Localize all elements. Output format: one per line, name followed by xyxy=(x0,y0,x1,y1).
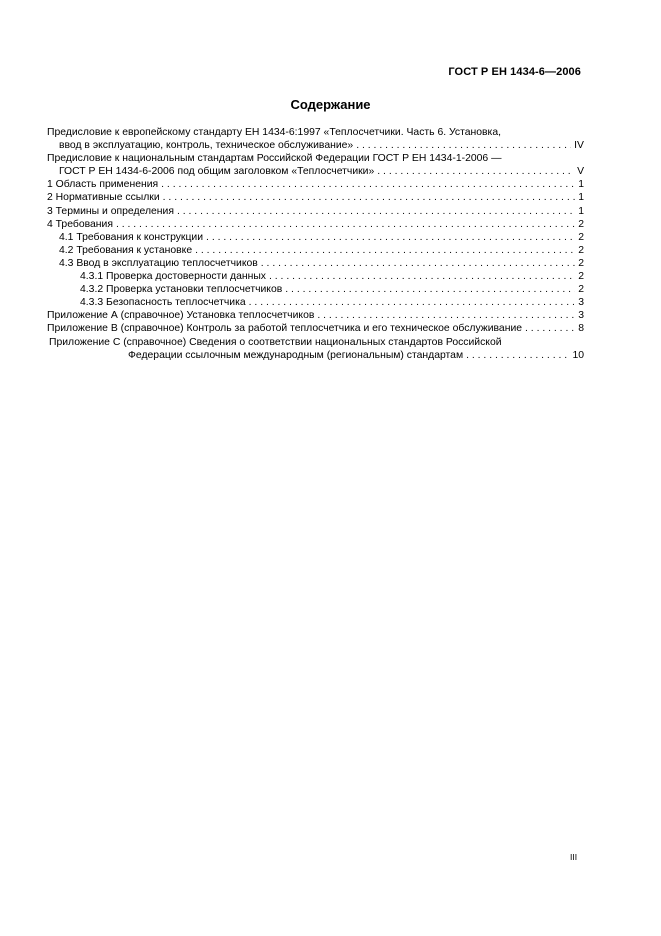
toc-entry-foreword-eu[interactable] xyxy=(47,126,584,139)
leader-dots xyxy=(206,231,575,244)
toc-page-number: 2 xyxy=(578,218,584,230)
toc-page-number: 2 xyxy=(578,244,584,256)
toc-entry-section-4-3-1[interactable] xyxy=(47,270,584,283)
toc-page-number: 3 xyxy=(578,297,584,309)
toc-entry-text: 4.3.2 Проверка установки теплосчетчиков xyxy=(80,284,283,296)
leader-dots xyxy=(163,191,576,204)
leader-dots xyxy=(195,244,575,257)
toc-page-number: 2 xyxy=(578,284,584,296)
toc-page-number: 1 xyxy=(578,179,584,191)
leader-dots xyxy=(466,349,569,362)
toc-entry-text: 3 Термины и определения xyxy=(47,205,174,217)
toc-entry-foreword-ru-cont[interactable] xyxy=(47,165,584,178)
toc-entry-appendix-c[interactable] xyxy=(47,336,584,349)
table-of-contents xyxy=(47,126,584,362)
leader-dots xyxy=(525,322,575,335)
toc-entry-text: 2 Нормативные ссылки xyxy=(47,192,160,204)
leader-dots xyxy=(317,309,575,322)
toc-page-number: 2 xyxy=(578,271,584,283)
toc-entry-section-4-3[interactable] xyxy=(47,257,584,270)
toc-entry-section-4-2[interactable] xyxy=(47,244,584,257)
leader-dots xyxy=(116,218,575,231)
toc-entry-text: Предисловие к национальным стандартам Российской Федерации ГОСТ Р ЕН 1434-1-2006 — xyxy=(47,153,502,165)
toc-page-number: 8 xyxy=(578,323,584,335)
toc-page-number: V xyxy=(577,166,584,178)
toc-page-number: IV xyxy=(574,140,584,152)
toc-entry-section-4-3-3[interactable] xyxy=(47,296,584,309)
toc-entry-text: ввод в эксплуатацию, контроль, техническое обслуживание» xyxy=(59,140,354,152)
leader-dots xyxy=(356,139,571,152)
leader-dots xyxy=(377,165,574,178)
standard-code-header: ГОСТ Р ЕН 1434-6—2006 xyxy=(448,66,581,78)
toc-page-number: 2 xyxy=(578,257,584,269)
toc-entry-text: 4.1 Требования к конструкции xyxy=(59,231,204,243)
toc-page-number: 1 xyxy=(578,192,584,204)
leader-dots xyxy=(161,178,575,191)
toc-entry-section-4-1[interactable] xyxy=(47,231,584,244)
leader-dots xyxy=(285,283,575,296)
leader-dots xyxy=(177,205,575,218)
toc-entry-text: ГОСТ Р ЕН 1434-6-2006 под общим заголовком «Теплосчетчики» xyxy=(59,166,375,178)
toc-page-number: 3 xyxy=(578,310,584,322)
toc-title: Содержание xyxy=(290,97,371,112)
toc-page-number: 10 xyxy=(572,349,584,361)
toc-entry-text: Приложение С (справочное) Сведения о соответствии национальных стандартов Российской xyxy=(49,336,502,348)
toc-entry-foreword-ru[interactable] xyxy=(47,152,584,165)
toc-entry-section-4-3-2[interactable] xyxy=(47,283,584,296)
toc-entry-text: Федерации ссылочным международным (региональным) стандартам xyxy=(128,349,464,361)
toc-entry-section-3[interactable] xyxy=(47,205,584,218)
toc-entry-text: Приложение В (справочное) Контроль за работой теплосчетчика и его техническое обслуживание xyxy=(47,323,523,335)
toc-entry-text: Приложение А (справочное) Установка теплосчетчиков xyxy=(47,310,315,322)
leader-dots xyxy=(261,257,575,270)
leader-dots xyxy=(269,270,575,283)
toc-entry-text: 4.2 Требования к установке xyxy=(59,244,193,256)
leader-dots xyxy=(249,296,576,309)
toc-entry-appendix-a[interactable] xyxy=(47,309,584,322)
toc-page-number: 2 xyxy=(578,231,584,243)
toc-entry-text: 4.3.3 Безопасность теплосчетчика xyxy=(80,297,246,309)
toc-entry-text: Предисловие к европейскому стандарту ЕН 1434-6:1997 «Теплосчетчики. Часть 6. Установка, xyxy=(47,127,501,138)
toc-entry-section-4[interactable] xyxy=(47,218,584,231)
toc-entry-text: 1 Область применения xyxy=(47,179,159,191)
toc-page-number: 1 xyxy=(578,205,584,217)
toc-entry-appendix-c-cont[interactable] xyxy=(47,349,584,362)
toc-entry-foreword-eu-cont[interactable] xyxy=(47,139,584,152)
toc-entry-text: 4.3.1 Проверка достоверности данных xyxy=(80,271,266,283)
page-number: III xyxy=(570,852,578,862)
toc-entry-section-2[interactable] xyxy=(47,191,584,204)
toc-entry-appendix-b[interactable] xyxy=(47,322,584,335)
toc-entry-text: 4 Требования xyxy=(47,218,113,230)
toc-entry-section-1[interactable] xyxy=(47,178,584,191)
toc-entry-text: 4.3 Ввод в эксплуатацию теплосчетчиков xyxy=(59,257,258,269)
